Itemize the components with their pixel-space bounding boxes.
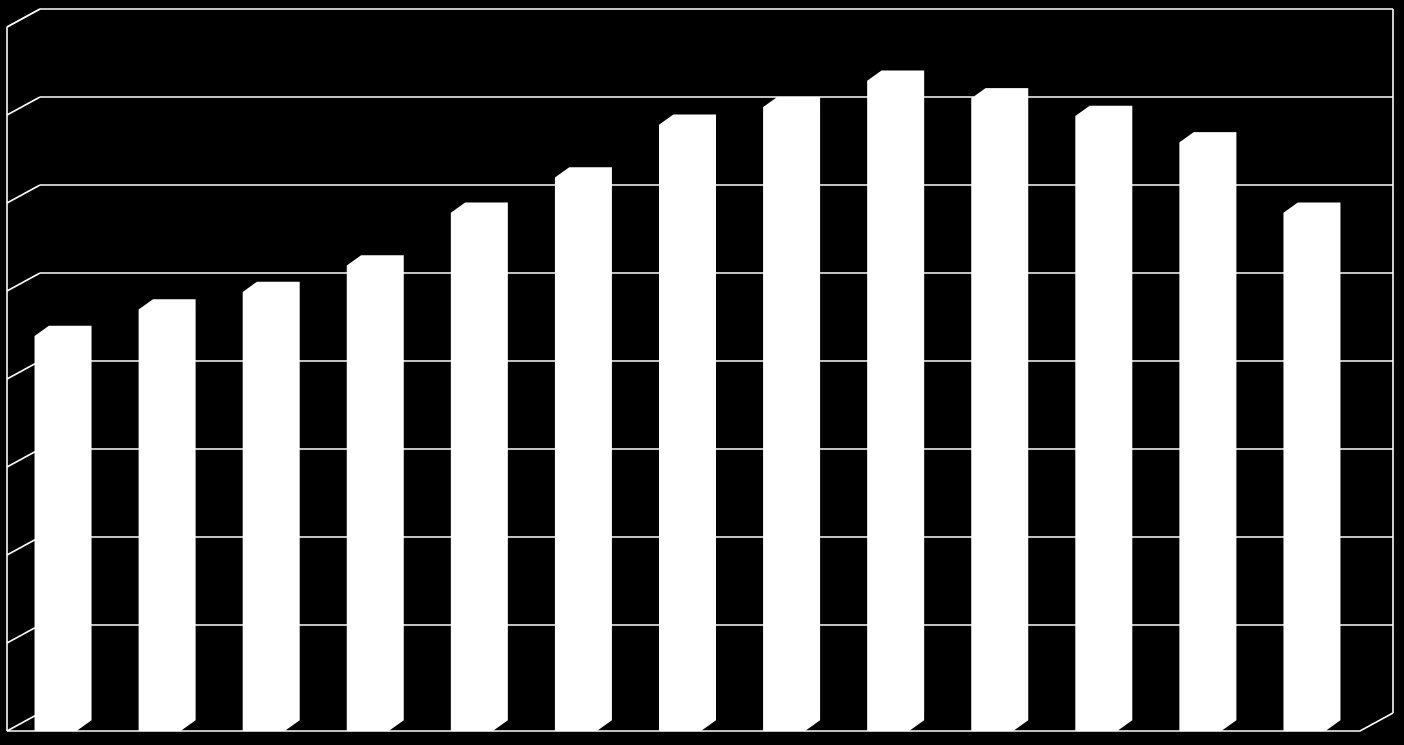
- bar: [764, 97, 820, 730]
- bar-body: [243, 282, 299, 730]
- bar: [347, 256, 403, 730]
- bar: [972, 89, 1028, 730]
- bar: [1284, 203, 1340, 730]
- bar: [1180, 133, 1236, 730]
- bar-body: [451, 203, 507, 730]
- bar: [555, 168, 611, 730]
- bar-body: [1284, 203, 1340, 730]
- bar-body: [347, 256, 403, 730]
- bar: [1076, 106, 1132, 730]
- gridline-side: [7, 185, 40, 203]
- bar: [139, 300, 195, 730]
- bar: [451, 203, 507, 730]
- bar: [660, 115, 716, 730]
- bar-body: [1076, 106, 1132, 730]
- gridline-side: [7, 273, 40, 291]
- bar-body: [35, 326, 91, 730]
- bar: [243, 282, 299, 730]
- bar: [35, 326, 91, 730]
- bar-body: [764, 97, 820, 730]
- bar-body: [660, 115, 716, 730]
- bar-body: [1180, 133, 1236, 730]
- bars: [35, 71, 1340, 730]
- bar-body: [555, 168, 611, 730]
- gridline-side: [7, 97, 40, 115]
- bar-body: [868, 71, 924, 730]
- bar-body: [139, 300, 195, 730]
- bar: [868, 71, 924, 730]
- wall-top-edge: [7, 9, 40, 27]
- bar-body: [972, 89, 1028, 730]
